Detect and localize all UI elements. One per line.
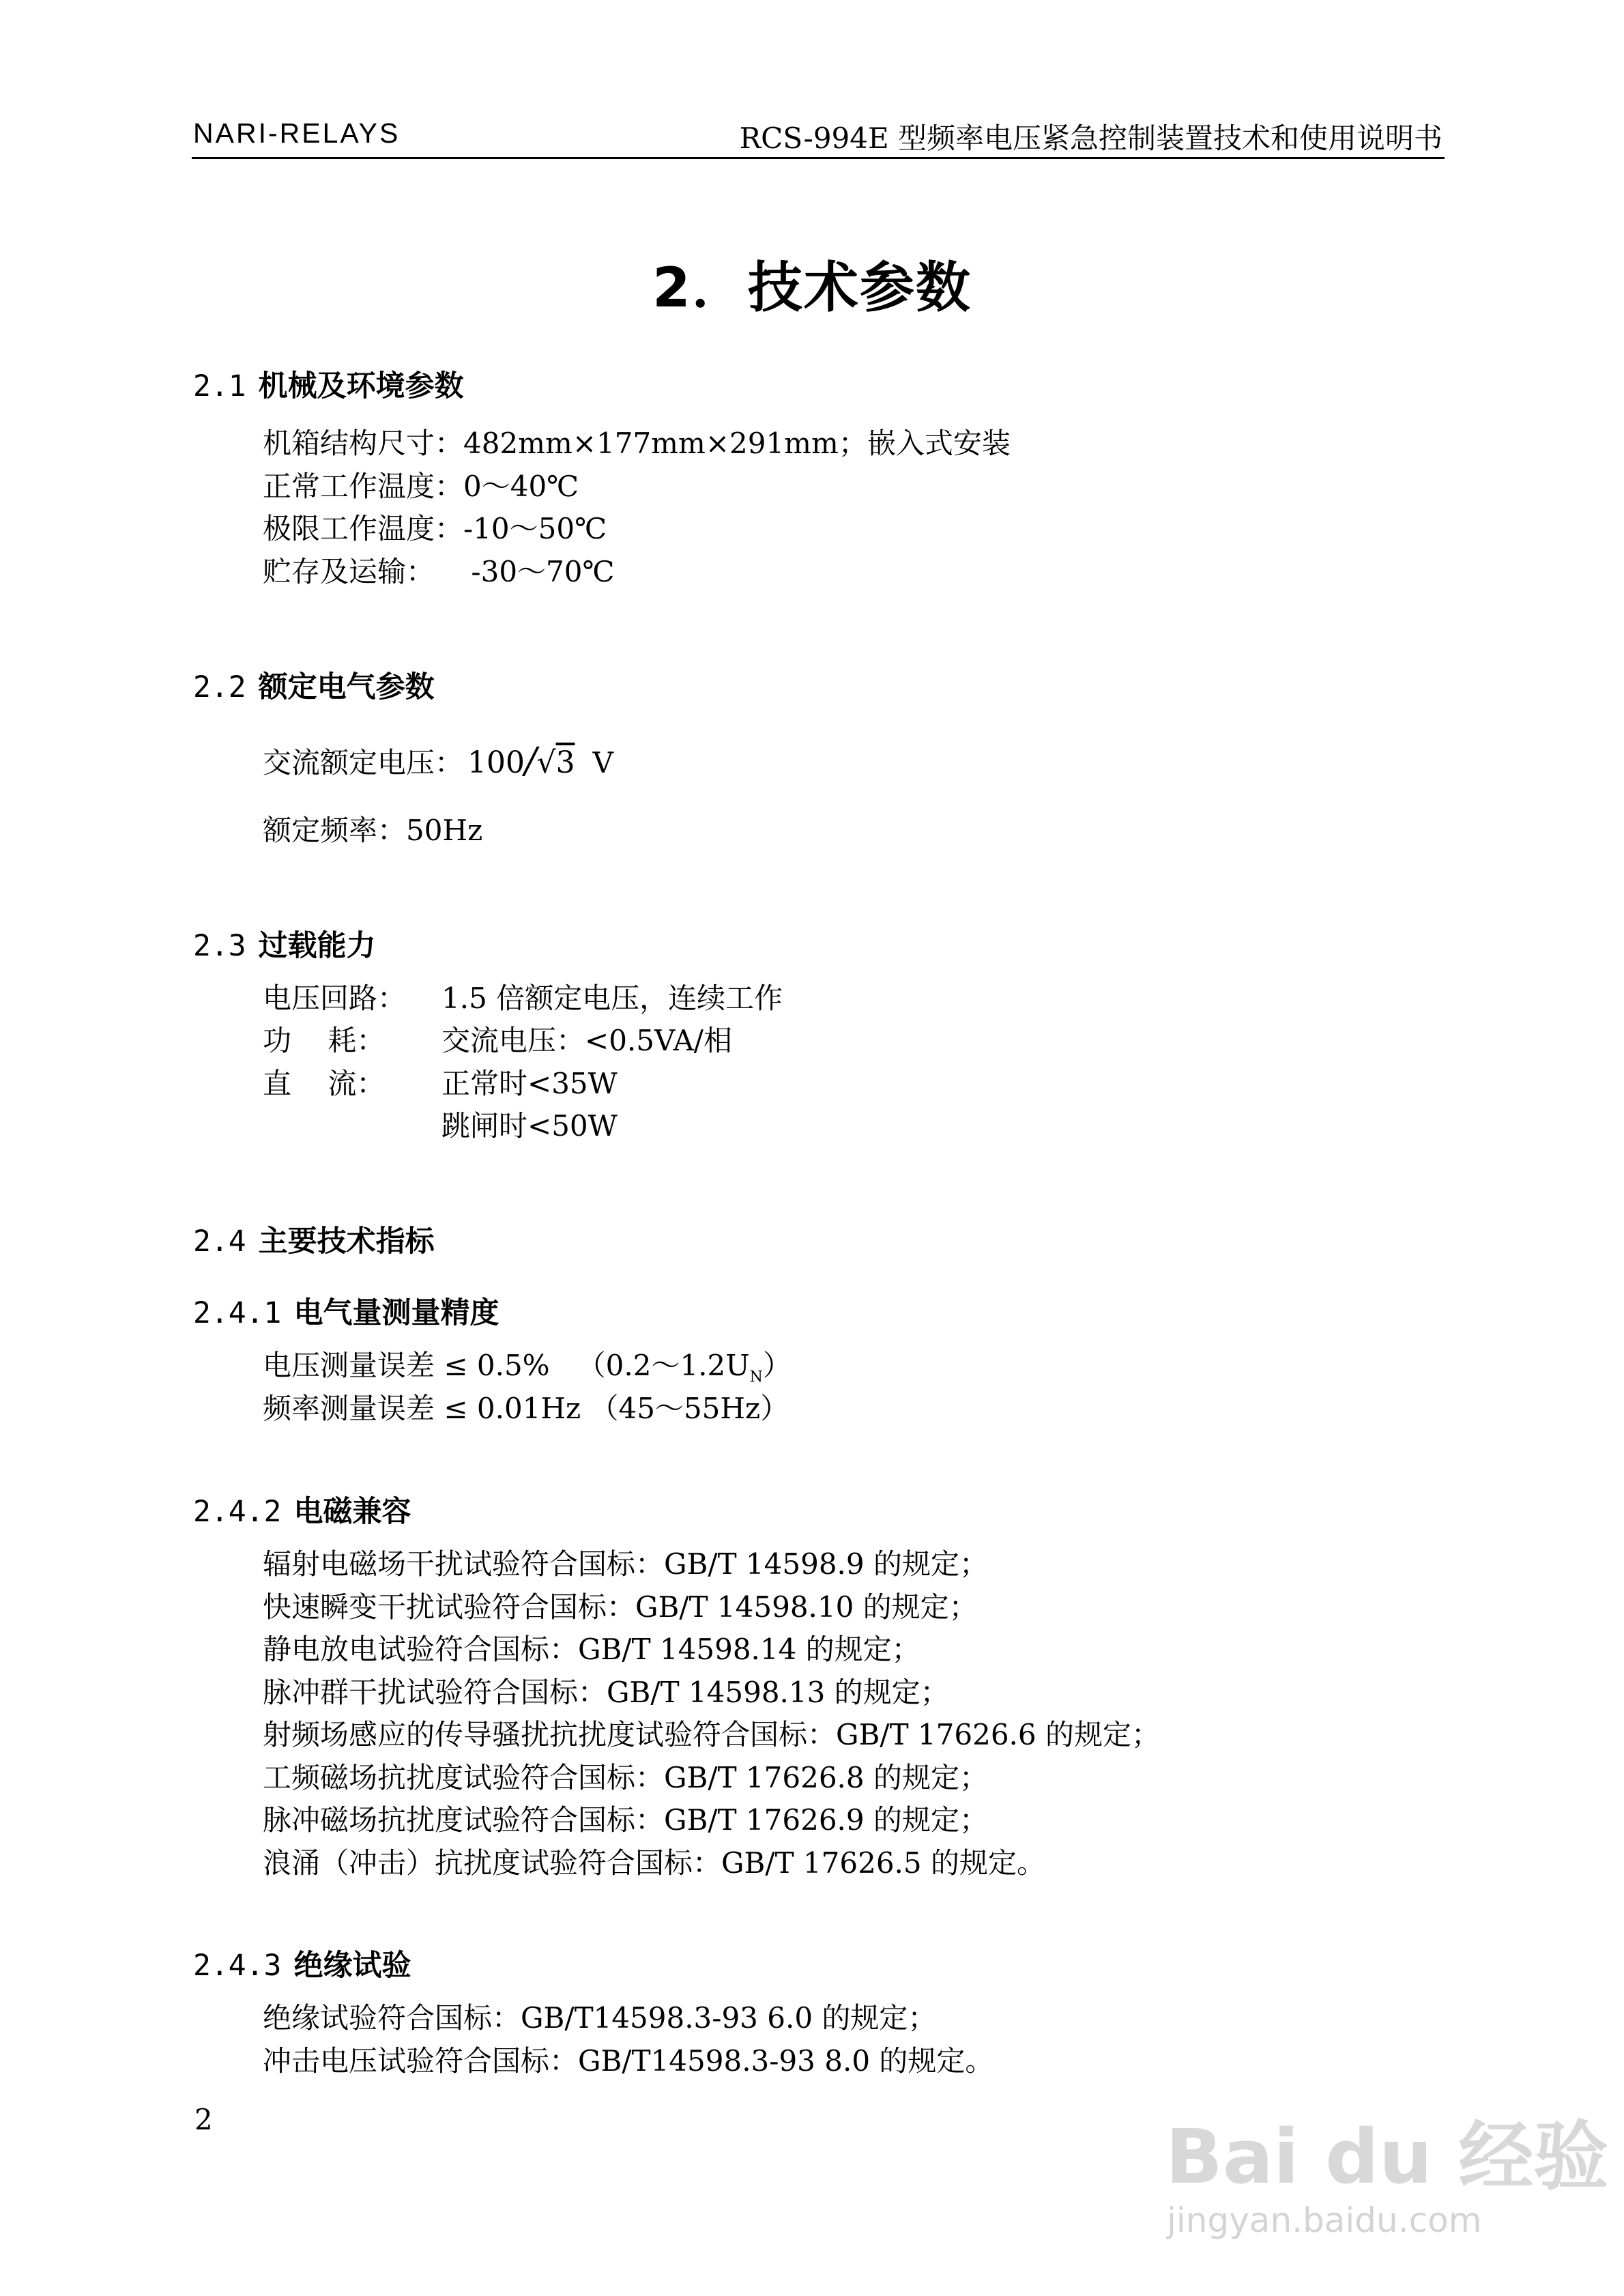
section-title: 绝缘试验 [293, 1949, 411, 1983]
section-title: 电气量测量精度 [293, 1296, 499, 1330]
overload-value: 1.5 倍额定电压，连续工作 [441, 981, 783, 1015]
overload-label: 电压回路： [263, 981, 407, 1015]
section-number: 2.1 [193, 369, 246, 403]
voltage-accuracy-text: 电压测量误差 ≤ 0.5% （0.2～1.2U [263, 1349, 750, 1382]
formula-slash: / [525, 741, 537, 781]
emc-line: 快速瞬变干扰试验符合国标：GB/T 14598.10 的规定； [263, 1590, 978, 1624]
section-2-4-heading [193, 1218, 435, 1260]
overload-value: 交流电压：<0.5VA/相 [441, 1024, 732, 1057]
voltage-subscript: N [749, 1368, 763, 1386]
section-number: 2.4.2 [193, 1495, 282, 1529]
overload-label: 直 流： [263, 1067, 386, 1100]
section-2-2-heading [193, 664, 435, 706]
emc-line: 静电放电试验符合国标：GB/T 14598.14 的规定； [263, 1633, 920, 1666]
page-number: 2 [194, 2103, 213, 2136]
ac-rated-voltage [263, 741, 613, 781]
ac-voltage-formula [467, 741, 575, 781]
insulation-line: 冲击电压试验符合国标：GB/T14598.3-93 8.0 的规定。 [263, 2044, 994, 2078]
section-number: 2.4.3 [193, 1949, 282, 1983]
frequency-accuracy: 频率测量误差 ≤ 0.01Hz （45～55Hz） [263, 1392, 789, 1425]
section-title: 机械及环境参数 [258, 369, 464, 403]
s21-line-3: 极限工作温度：-10～50℃ [263, 512, 607, 545]
section-2-3-heading [193, 923, 376, 964]
watermark-url: jingyan.baidu.com [1167, 2200, 1482, 2240]
ac-voltage-label: 交流额定电压： [263, 746, 464, 779]
s21-line-4: 贮存及运输： -30～70℃ [263, 555, 615, 588]
section-number: 2.3 [193, 929, 246, 963]
section-2-4-2-heading [193, 1489, 411, 1530]
emc-line: 浪涌（冲击）抗扰度试验符合国标：GB/T 17626.5 的规定。 [263, 1846, 1045, 1880]
section-title: 主要技术指标 [258, 1224, 435, 1259]
section-2-4-1-heading [193, 1290, 499, 1332]
insulation-line: 绝缘试验符合国标：GB/T14598.3-93 6.0 的规定； [263, 2001, 937, 2035]
emc-line: 脉冲磁场抗扰度试验符合国标：GB/T 17626.9 的规定； [263, 1803, 988, 1837]
voltage-accuracy [263, 1343, 792, 1386]
s21-line-2: 正常工作温度：0～40℃ [263, 470, 579, 503]
emc-line: 工频磁场抗扰度试验符合国标：GB/T 17626.8 的规定； [263, 1761, 988, 1794]
emc-line: 辐射电磁场干扰试验符合国标：GB/T 14598.9 的规定； [263, 1547, 988, 1581]
voltage-accuracy-end: ） [762, 1349, 792, 1382]
rated-frequency: 额定频率：50Hz [263, 814, 483, 847]
ac-voltage-unit: V [592, 746, 613, 779]
overload-label: 功 耗： [263, 1024, 386, 1057]
formula-radicand: 3 [555, 745, 575, 780]
section-number: 2.2 [193, 670, 246, 704]
section-number: 2.4 [193, 1224, 246, 1259]
section-title: 额定电气参数 [258, 670, 435, 704]
overload-value: 正常时<35W [441, 1067, 618, 1100]
section-2-4-3-heading [193, 1942, 411, 1984]
s21-line-1: 机箱结构尺寸：482mm×177mm×291mm；嵌入式安装 [263, 427, 1011, 460]
overload-value: 跳闸时<50W [441, 1109, 618, 1143]
watermark-logo: Bai du 经验 [1165, 2113, 1609, 2200]
section-2-1-heading [193, 363, 464, 405]
header-right: RCS-994E 型频率电压紧急控制装置技术和使用说明书 [739, 121, 1442, 155]
header-rule [192, 157, 1445, 159]
section-title: 过载能力 [258, 929, 376, 963]
formula-numerator: 100 [467, 745, 525, 780]
emc-line: 脉冲群干扰试验符合国标：GB/T 14598.13 的规定； [263, 1676, 949, 1709]
section-number: 2.4.1 [193, 1296, 282, 1330]
header-left: NARI-RELAYS [193, 117, 401, 149]
page-title: 2．技术参数 [652, 256, 972, 319]
emc-line: 射频场感应的传导骚扰抗扰度试验符合国标：GB/T 17626.6 的规定； [263, 1718, 1160, 1751]
formula-root: √ [536, 745, 556, 780]
section-title: 电磁兼容 [293, 1495, 411, 1529]
